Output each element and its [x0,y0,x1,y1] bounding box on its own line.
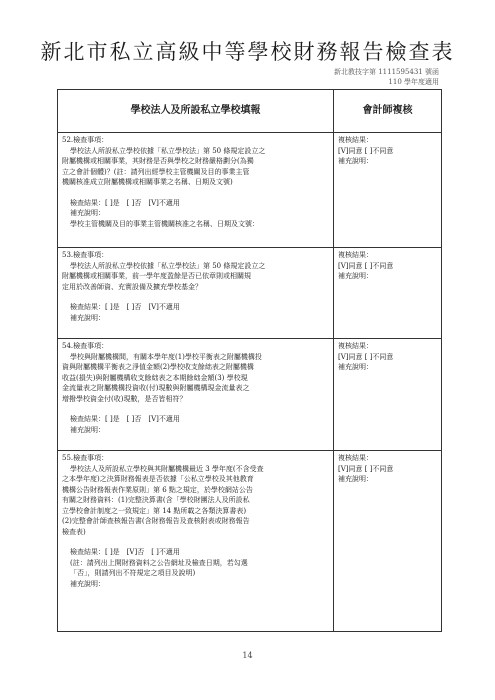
review-note[interactable]: 補充說明： [338,475,373,483]
table-row [58,133,442,248]
review-options[interactable]: [V]同意 [ ]不同意 [338,464,394,473]
auditor-review-52 [334,133,442,248]
item-heading: 53.檢查事項： [62,251,109,259]
review-options[interactable]: [V]同意 [ ]不同意 [338,261,394,270]
check-item-52 [58,133,334,248]
document-reference: 新北教技字第 1111595431 號函 [334,68,439,76]
item-heading: 54.檢查事項： [62,342,109,350]
school-year-note: 110 學年度適用 [388,78,439,86]
item-text: 立學校會計制度之一致規定」第 14 點所載之各類決算書表) [62,506,247,515]
item-text: 增撥學校資金付(收)現數，是否皆相符？ [62,394,187,403]
auditor-review-54 [334,339,442,451]
item-text: 機關核准成立附屬機構或相關事業之名稱、日期及文號) [62,178,233,186]
check-item-54 [58,339,334,451]
item-text: 有關之財務資料：(1)完整決算書(含「學校財團法人及所設私 [62,496,250,504]
review-heading: 複核結果： [338,342,373,350]
item-heading: 52.檢查事項： [62,136,109,144]
item-text: 附屬機構或相關事業，前一學年度盈餘是否已依章則或相關規 [62,272,251,280]
item-text: 定用於改善師資、充實設備及擴充學校基金？ [62,282,202,291]
header-auditor-column: 會計師複核 [334,90,442,133]
check-result[interactable]: 檢查結果：[ ]是 [V]否 [ ]不適用 [70,548,180,556]
item-text: 之本學年度)之決算財務報表是否依據「公私立學校及其他教育 [62,475,254,483]
item-text: 學校法人所設私立學校依據「私立學校法」第 50 條規定設立之 [70,261,266,270]
item-text: 學校法人及所設私立學校與其附屬機構最近 3 學年度(不含受查 [70,464,264,473]
review-note[interactable]: 補充說明： [338,157,373,165]
supplement-note[interactable]: 補充說明： [70,425,105,434]
check-item-55 [58,451,334,632]
page-title: 新北市私立高級中等學校財務報告檢查表 [40,40,455,64]
item-text: 資與附屬機構平衡表之淨值金額(2)學校收支餘絀表之附屬機構 [62,363,254,371]
table-header-row [58,90,442,133]
check-item-53 [58,248,334,339]
item-text: 機構公告財務報表作業原則」第 6 點之規定，於學校網站公告 [62,485,253,494]
review-note[interactable]: 補充說明： [338,272,373,280]
check-result[interactable]: 檢查結果：[ ]是 [ ]否 [V]不適用 [70,303,180,311]
table-row [58,339,442,451]
table-row [58,248,442,339]
item-text: 附屬機構或相關事業，其財務是否與學校之財務嚴格劃分(為獨 [62,157,254,165]
supplement-note[interactable]: 補充說明： [70,209,105,217]
result-remark: 「否」，則請列出不符規定之項目及說明) [70,569,196,577]
page-number: 14 [242,651,253,660]
review-heading: 複核結果： [338,454,373,462]
supplement-note[interactable]: 補充說明： [70,313,105,322]
supplement-note[interactable]: 補充說明： [70,579,105,588]
checklist-table [57,89,442,632]
auditor-review-55 [334,451,442,632]
review-options[interactable]: [V]同意 [ ]不同意 [338,146,394,155]
review-heading: 複核結果： [338,251,373,259]
review-heading: 複核結果： [338,136,373,144]
item-heading: 55.檢查事項： [62,454,109,462]
header-school-column: 學校法人及所設私立學校填報 [58,90,334,133]
review-note[interactable]: 補充說明： [338,363,373,371]
item-text: 立之會計個體)？(註：請列出經學校主管機關及目的事業主管 [62,167,250,176]
item-text: 學校與附屬機構間，有關本學年度(1)學校平衡表之附屬機構投 [70,352,262,361]
item-text: (2)完整會計師查核報告書(含財務報告及查核附表或財務報告 [62,517,250,525]
item-text: 學校法人所設私立學校依據「私立學校法」第 50 條規定設立之 [70,146,266,155]
approval-info-field[interactable]: 學校主管機關及目的事業主管機關核准之名稱、日期及文號： [70,219,259,228]
item-text: 收益(損失)與附屬機構收支餘絀表之本期餘絀金額(3) 學校現 [62,373,248,382]
check-result[interactable]: 檢查結果：[ ]是 [ ]否 [V]不適用 [70,198,180,207]
item-text: 金流量表之附屬機構投資收(付)現數與附屬機構現金流量表之 [62,384,250,392]
table-row [58,451,442,632]
auditor-review-53 [334,248,442,339]
check-result[interactable]: 檢查結果：[ ]是 [ ]否 [V]不適用 [70,415,180,423]
review-options[interactable]: [V]同意 [ ]不同意 [338,352,394,361]
result-remark: (註：請列出上開財務資料之公告網址及檢查日期，若勾選 [70,558,248,567]
item-text: 檢查表) [62,527,86,536]
